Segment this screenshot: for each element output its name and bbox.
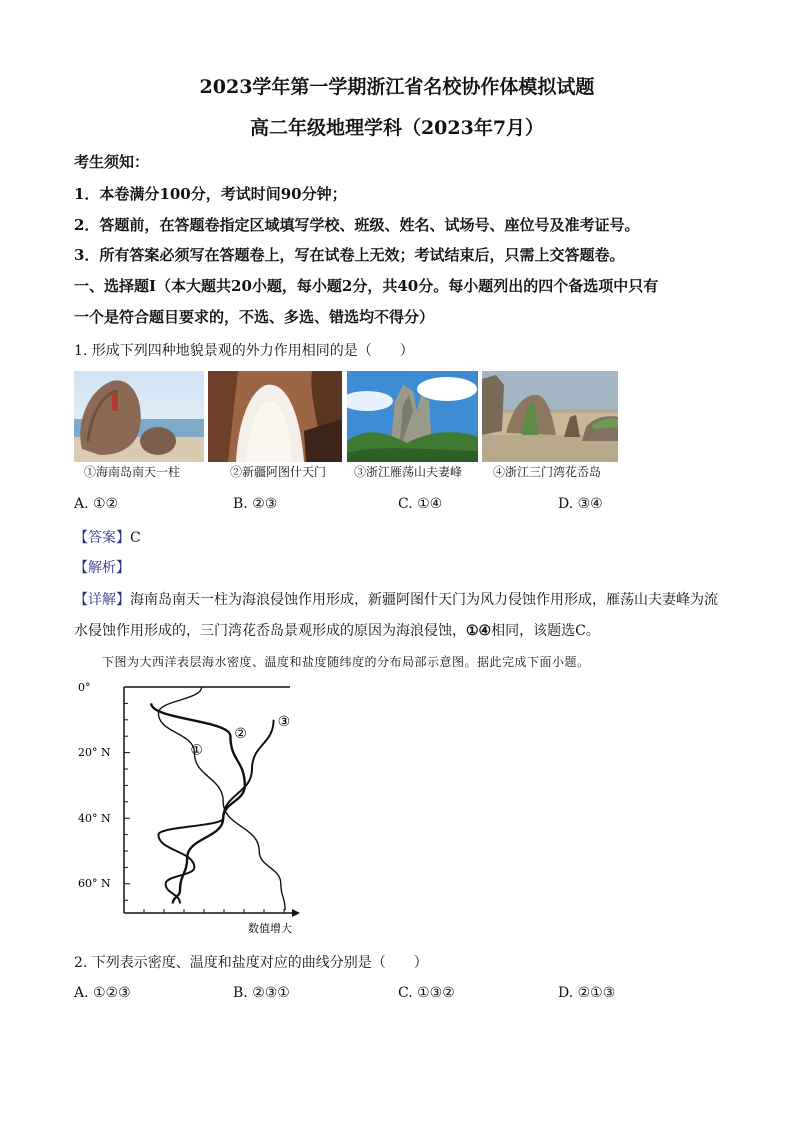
y-label-40: 40° N	[78, 812, 111, 825]
q1-option-c: C. ①④	[398, 496, 443, 512]
series-label-1: ①	[190, 742, 203, 759]
question-1-stem: 1. 形成下列四种地貌景观的外力作用相同的是（ ）	[74, 343, 414, 359]
series-line-3	[158, 720, 273, 904]
y-label-20: 20° N	[78, 746, 111, 759]
photo-fuqifeng	[347, 371, 478, 462]
atlantic-profile-chart	[70, 675, 310, 937]
detail-label: 【详解】	[74, 592, 130, 608]
photo-caption-1: ①海南岛南天一柱	[84, 465, 181, 479]
series-label-2: ②	[234, 726, 247, 743]
q1-option-d: D. ③④	[558, 496, 603, 512]
answer-label: 【答案】	[74, 530, 130, 546]
photo-caption-4: ④浙江三门湾花岙岛	[493, 465, 602, 479]
page-subtitle: 高二年级地理学科（2023年7月）	[249, 117, 545, 139]
x-axis-label: 数值增大	[248, 922, 292, 935]
photo-tianmen	[208, 371, 342, 462]
detail-text-2b: ①④	[466, 623, 492, 639]
x-axis-arrow	[292, 909, 300, 917]
q2-option-a: A. ①②③	[74, 985, 131, 1001]
q2-option-b: B. ②③①	[233, 985, 290, 1001]
notice-item-3: 3．所有答案必须写在答题卷上，写在试卷上无效；考试结束后，只需上交答题卷。	[74, 246, 625, 264]
answer-line	[74, 527, 141, 547]
section-heading-line1: 一、选择题Ⅰ（本大题共20小题，每小题2分，共40分。每小题列出的四个备选项中只有	[74, 277, 659, 295]
photo-caption-2: ②新疆阿图什天门	[230, 465, 327, 479]
series-label-3: ③	[277, 713, 291, 730]
chart-intro: 下图为大西洋表层海水密度、温度和盐度随纬度的分布局部示意图。据此完成下面小题。	[102, 655, 590, 669]
q2-option-d: D. ②①③	[558, 985, 616, 1001]
detail-line-1	[74, 589, 718, 609]
axis-ticks	[124, 687, 284, 913]
photo-caption-3: ③浙江雁荡山夫妻峰	[354, 465, 463, 479]
section-heading-line2: 一个是符合题目要求的，不选、多选、错选均不得分）	[74, 308, 435, 326]
q1-option-b: B. ②③	[233, 496, 278, 512]
detail-text-2c: 相同，该题选C。	[491, 623, 600, 639]
series-line-2	[151, 703, 245, 903]
detail-text-1: 海南岛南天一柱为海浪侵蚀作用形成，新疆阿图什天门为风力侵蚀作用形成，雁荡山夫妻峰为流	[130, 592, 718, 608]
q1-option-a: A. ①②	[74, 496, 119, 512]
answer-value: C	[130, 530, 141, 546]
y-label-0: 0°	[78, 681, 91, 694]
photo-huaaodao	[482, 371, 618, 462]
q2-option-c: C. ①③②	[398, 985, 455, 1001]
notice-item-2: 2．答题前，在答题卷指定区域填写学校、班级、姓名、试场号、座位号及准考证号。	[74, 216, 640, 234]
notice-item-1: 1．本卷满分100分，考试时间90分钟；	[74, 185, 347, 203]
detail-line-2	[74, 620, 600, 640]
detail-text-2a: 水侵蚀作用形成的，三门湾花岙岛景观形成的原因为海浪侵蚀，	[74, 623, 466, 639]
analysis-label: 【解析】	[74, 560, 130, 576]
y-label-60: 60° N	[78, 877, 111, 890]
question-2-stem: 2. 下列表示密度、温度和盐度对应的曲线分别是（ ）	[74, 955, 428, 971]
notice-heading: 考生须知：	[74, 153, 150, 171]
photo-nantianyizhu	[74, 371, 204, 462]
page-title: 2023学年第一学期浙江省名校协作体模拟试题	[199, 76, 595, 98]
